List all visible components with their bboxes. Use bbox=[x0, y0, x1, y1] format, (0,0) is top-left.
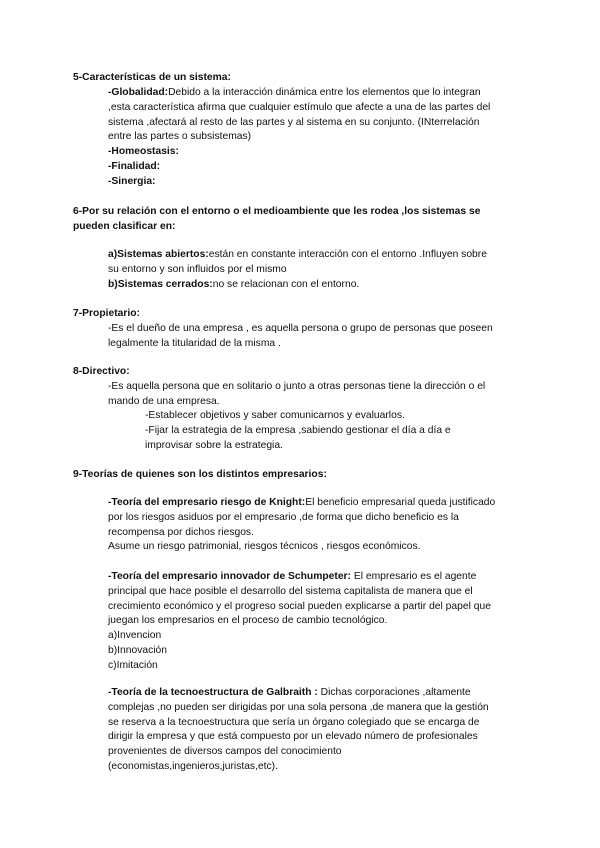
globalidad-label: -Globalidad: bbox=[108, 87, 169, 98]
abiertos-label: a)Sistemas abiertos: bbox=[108, 249, 209, 260]
directivo-text-1: -Es aquella persona que en solitario o junto a otras personas tiene la dirección o el bbox=[108, 381, 486, 392]
schumpeter-line-1 bbox=[108, 570, 491, 585]
section-6-heading-line-1: 6-Por su relación con el entorno o el medioambiente que les rodea ,los sistemas se bbox=[73, 206, 481, 217]
section-7-heading-block bbox=[73, 307, 140, 322]
schumpeter-text-3: crecimiento económico y el progreso social pueden explicarse a partir del papel que bbox=[108, 600, 491, 612]
galbraith-line-1 bbox=[108, 686, 489, 701]
directivo-sub-2b: improvisar sobre la estrategia. bbox=[145, 439, 283, 451]
galbraith-theory bbox=[108, 686, 489, 775]
abiertos-text-2: su entorno y son influidos por el mismo bbox=[108, 263, 287, 275]
directivo-text-2: mando de una empresa. bbox=[108, 395, 220, 407]
knight-line-1 bbox=[108, 496, 495, 511]
knight-text-4: Asume un riesgo patrimonial, riesgos técnicos , riesgos económicos. bbox=[108, 541, 421, 553]
galbraith-text-4: dirigir la empresa y que está compuesto por un elevado número de profesionales bbox=[108, 731, 478, 743]
section-7-body bbox=[108, 322, 493, 352]
section-5-heading: 5-Características de un sistema: bbox=[73, 72, 231, 83]
globalidad-text-2: ,esta característica afirma que cualquier estímulo que afecte a una de las partes del bbox=[108, 101, 491, 113]
globalidad-text-4: entre las partes o subsistemas) bbox=[108, 131, 252, 143]
section-6-heading-line-2: pueden clasificar en: bbox=[73, 220, 176, 232]
section-9-heading: 9-Teorías de quienes son los distintos empresarios: bbox=[73, 469, 327, 480]
schumpeter-theory bbox=[108, 570, 491, 674]
cerrados-label: b)Sistemas cerrados: bbox=[108, 278, 213, 290]
knight-text-3: recompensa por dichos riesgos. bbox=[108, 526, 254, 538]
propietario-text-2: legalmente la titularidad de la misma . bbox=[108, 337, 281, 349]
galbraith-text-5: provenientes de diversos campos del conocimiento bbox=[108, 746, 342, 758]
directivo-sub-1: -Establecer objetivos y saber comunicarnos y evaluarlos. bbox=[145, 410, 405, 421]
section-6-heading bbox=[73, 205, 480, 235]
schumpeter-item-a: a)Invencion bbox=[108, 630, 162, 642]
knight-text-2: por los riesgos asiduos por el empresario ,de forma que dicho beneficio es la bbox=[108, 511, 459, 523]
galbraith-text-6: (economistas,ingenieros,juristas,etc). bbox=[108, 760, 278, 772]
knight-text-1: El beneficio empresarial queda justificado bbox=[305, 497, 496, 508]
propietario-text-1: -Es el dueño de una empresa , es aquella persona o grupo de personas que poseen bbox=[108, 323, 493, 334]
cerrados-line bbox=[108, 278, 487, 293]
section-7-heading: 7-Propietario: bbox=[73, 308, 140, 319]
knight-label: -Teoría del empresario riesgo de Knight: bbox=[108, 497, 306, 508]
globalidad-text-3: sistema ,afectará al resto de las partes y al sistema en su conjunto. (INterrelación bbox=[108, 116, 480, 128]
section-5 bbox=[73, 71, 231, 86]
section-8-body bbox=[108, 380, 485, 410]
globalidad-line-1 bbox=[108, 86, 490, 101]
section-9-heading-block bbox=[73, 468, 327, 483]
sinergia-item: -Sinergia: bbox=[108, 175, 156, 187]
schumpeter-text-4: juegan los empresarios en el proceso de cambio tecnológico. bbox=[108, 615, 388, 627]
section-5-body bbox=[108, 86, 490, 190]
homeostasis-item: -Homeostasis: bbox=[108, 146, 179, 158]
schumpeter-item-c: c)Imitación bbox=[108, 659, 158, 671]
cerrados-text: no se relacionan con el entorno. bbox=[212, 278, 360, 290]
schumpeter-label: -Teoría del empresario innovador de Schumpeter: bbox=[108, 571, 351, 582]
globalidad-text-1: Debido a la interacción dinámica entre los elementos que lo integran bbox=[168, 87, 481, 98]
abiertos-line-1 bbox=[108, 248, 487, 263]
section-8-heading-block bbox=[73, 365, 130, 380]
section-8-subitems bbox=[145, 409, 451, 453]
galbraith-label: -Teoría de la tecnoestructura de Galbraith : bbox=[108, 687, 318, 698]
galbraith-text-2: complejas ,no pueden ser dirigidas por una sola persona ,de manera que la gestión bbox=[108, 701, 489, 713]
section-8-heading: 8-Directivo: bbox=[73, 366, 130, 377]
schumpeter-text-2: principal que hace posible el desarrollo del sistema capitalista de manera que el bbox=[108, 585, 473, 597]
galbraith-text-3: se reserva a la tecnoestructura que sería un órgano colegiado que se encarga de bbox=[108, 716, 480, 728]
schumpeter-text-1: El empresario es el agente bbox=[351, 571, 477, 582]
abiertos-text-1: están en constante interacción con el entorno .Influyen sobre bbox=[208, 249, 487, 260]
section-6-body bbox=[108, 248, 487, 292]
finalidad-item: -Finalidad: bbox=[108, 160, 161, 172]
directivo-sub-2a: -Fijar la estrategia de la empresa ,sabiendo gestionar el día a día e bbox=[145, 424, 451, 436]
schumpeter-item-b: b)Innovación bbox=[108, 644, 167, 656]
knight-theory bbox=[108, 496, 495, 555]
galbraith-text-1: Dichas corporaciones ,altamente bbox=[317, 687, 471, 698]
